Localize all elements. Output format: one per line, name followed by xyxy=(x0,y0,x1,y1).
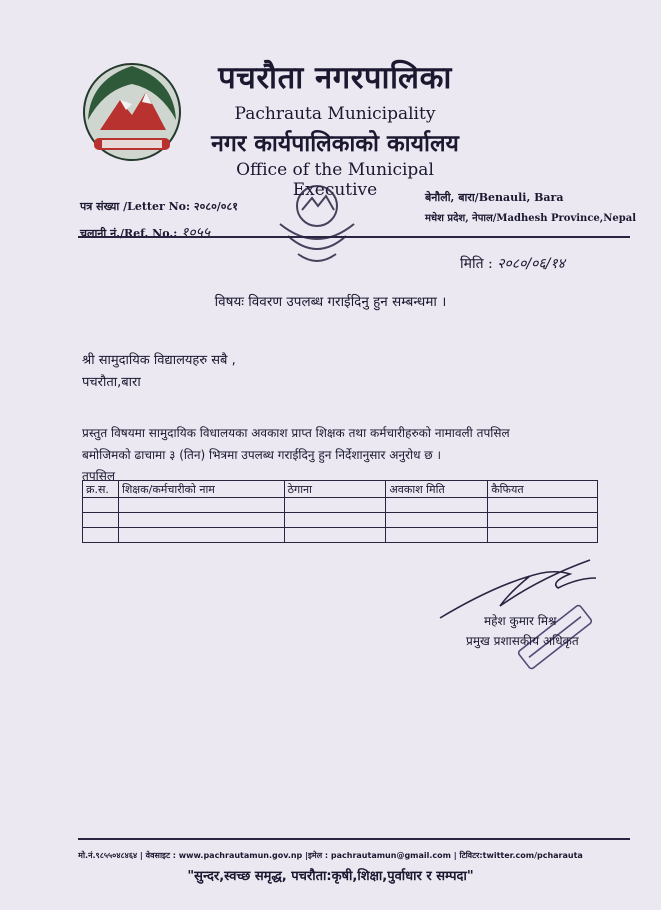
table-cell xyxy=(118,513,284,528)
table-cell xyxy=(284,528,386,543)
letter-subject: विषयः विवरण उपलब्ध गराईदिनु हुन सम्बन्धमा । xyxy=(214,294,447,310)
letter-number-label: पत्र संख्या /Letter No: xyxy=(80,200,194,213)
office-province: मधेश प्रदेश, नेपाल/Madhesh Province,Nepal xyxy=(425,213,637,224)
table-row xyxy=(83,513,598,528)
table-cell xyxy=(488,528,598,543)
table-cell xyxy=(118,528,284,543)
table-header-row xyxy=(83,481,598,498)
body-text-line-2: बमोजिमको ढाचामा ३ (तिन) भित्रमा उपलब्ध गराईदिनु हुन निर्देशानुसार अनुरोध छ । xyxy=(82,448,442,462)
header-divider xyxy=(78,236,630,238)
footer-slogan: "सुन्दर,स्वच्छ समृद्ध, पचरौता:कृषी,शिक्षा,पुर्वाधार र सम्पदा" xyxy=(187,869,474,884)
recipient-address: पचरौता,बारा xyxy=(82,375,141,390)
table-row xyxy=(83,498,598,513)
office-name-nepali: नगर कार्यपालिकाको कार्यालय xyxy=(211,130,459,157)
date-label: मिति : xyxy=(460,256,498,272)
table-row xyxy=(83,528,598,543)
table-header-cell: अवकाश मिति xyxy=(386,481,488,498)
table-cell xyxy=(284,498,386,513)
table-cell xyxy=(118,498,284,513)
reference-number-label: चलानी नं./Ref. No.: xyxy=(80,227,182,240)
table-cell xyxy=(83,513,119,528)
letter-date xyxy=(460,254,565,273)
retired-staff-table xyxy=(82,480,598,543)
reference-number-value: १०५५ xyxy=(181,225,211,241)
table-header-cell: कैफियत xyxy=(488,481,598,498)
municipal-emblem-icon xyxy=(80,60,184,164)
date-value: २०८०/०६/१४ xyxy=(497,256,565,272)
table-header-cell: शिक्षक/कर्मचारीको नाम xyxy=(118,481,284,498)
table-cell xyxy=(284,513,386,528)
letter-number xyxy=(80,199,238,214)
schedule-label: तपसिल xyxy=(82,469,116,483)
office-address: बेनौली, बारा/Benauli, Bara xyxy=(425,191,564,204)
footer-divider xyxy=(78,838,630,840)
table-header-cell: क्र.स. xyxy=(83,481,119,498)
table-cell xyxy=(386,498,488,513)
municipality-name-nepali: पचरौता नगरपालिका xyxy=(218,60,452,96)
table-cell xyxy=(386,528,488,543)
table-cell xyxy=(488,498,598,513)
letter-number-value: २०८०/०८१ xyxy=(193,200,238,213)
table-cell xyxy=(386,513,488,528)
office-stamp-icon xyxy=(268,182,366,274)
municipality-name-english: Pachrauta Municipality xyxy=(234,104,436,124)
signatory-title: प्रमुख प्रशासकीय अधिकृत xyxy=(466,634,579,648)
signatory-name: महेश कुमार मिश्र xyxy=(484,614,557,628)
table-header-cell: ठेगाना xyxy=(284,481,386,498)
table-cell xyxy=(488,513,598,528)
table-cell xyxy=(83,528,119,543)
footer-contact: मो.नं.९८५५०४८४६४ | वेवसाइट : www.pachrautamun.gov.np |इमेल : pachrautamun@gmail.com | टिविटर:twitter.com/pcharauta xyxy=(78,851,583,860)
recipient-line: श्री सामुदायिक विद्यालयहरु सबै , xyxy=(82,353,236,368)
body-text-line-1: प्रस्तुत विषयमा सामुदायिक विधालयका अवकाश प्राप्त शिक्षक तथा कर्मचारीहरुको नामावली तपसिल xyxy=(82,426,510,440)
office-name-english: Office of the Municipal Executive xyxy=(236,160,434,200)
table-cell xyxy=(83,498,119,513)
reference-number xyxy=(80,223,210,242)
